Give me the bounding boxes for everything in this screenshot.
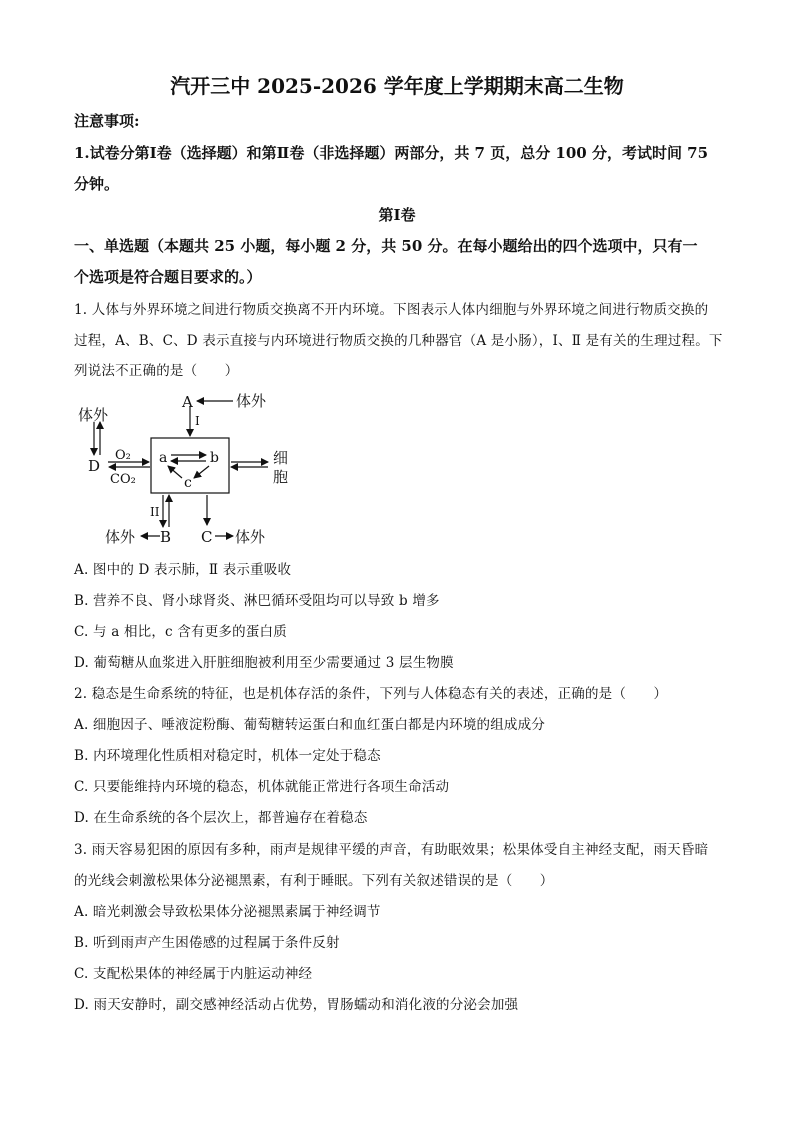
q1-stem-line-2: 过程，A、B、C、D 表示直接与内环境进行物质交换的几种器官（A 是小肠），Ⅰ、Ⅱ 是有关的生理过程。下 — [74, 333, 723, 349]
organ-d-label: D — [88, 457, 101, 475]
outside-label-left: 体外 — [78, 406, 109, 424]
process-2-label: II — [150, 505, 160, 519]
fluid-c-label: c — [184, 475, 192, 491]
q3-option-c: C. 支配松果体的神经属于内脏运动神经 — [74, 966, 313, 982]
organ-b-label: B — [160, 528, 172, 546]
fluid-a-label: a — [159, 450, 168, 466]
fluid-b-label: b — [210, 450, 219, 466]
q1-option-d: D. 葡萄糖从血浆进入肝脏细胞被利用至少需要通过 3 层生物膜 — [74, 655, 454, 671]
notice-heading: 注意事项: — [74, 112, 140, 130]
outside-label-bottom-right: 体外 — [235, 528, 266, 546]
organ-c-label: C — [201, 528, 213, 546]
section-heading-2: 个选项是符合题目要求的。） — [74, 268, 262, 286]
outside-label-top: 体外 — [236, 392, 267, 410]
q1-option-c: C. 与 a 相比，c 含有更多的蛋白质 — [74, 624, 287, 640]
q1-option-a: A. 图中的 D 表示肺，Ⅱ 表示重吸收 — [74, 562, 292, 578]
page-title: 汽开三中 2025-2026 学年度上学期期末高二生物 — [170, 74, 624, 98]
q3-stem-line-1: 3. 雨天容易犯困的原因有多种，雨声是规律平缓的声音，有助眠效果；松果体受自主神经支配，雨天昏暗 — [74, 842, 709, 858]
q3-stem-line-2: 的光线会刺激松果体分泌褪黑素，有利于睡眠。下列有关叙述错误的是（ ） — [74, 873, 554, 889]
process-1-label: I — [195, 414, 200, 428]
notice-line-2: 分钟。 — [74, 175, 120, 193]
q2-option-c: C. 只要能维持内环境的稳态，机体就能正常进行各项生命活动 — [74, 779, 450, 795]
cell-label-1: 细 — [273, 449, 289, 467]
q1-stem-line-3: 列说法不正确的是（ ） — [74, 363, 239, 379]
q3-option-b: B. 听到雨声产生困倦感的过程属于条件反射 — [74, 935, 340, 951]
o2-label: O₂ — [115, 448, 131, 463]
q2-stem-line-1: 2. 稳态是生命系统的特征，也是机体存活的条件，下列与人体稳态有关的表述，正确的是（ ） — [74, 686, 668, 702]
q3-option-d: D. 雨天安静时，副交感神经活动占优势，胃肠蠕动和消化液的分泌会加强 — [74, 997, 519, 1013]
q2-option-b: B. 内环境理化性质相对稳定时，机体一定处于稳态 — [74, 748, 381, 764]
exchange-diagram — [70, 385, 310, 550]
cell-label-2: 胞 — [273, 468, 289, 486]
notice-line-1: 1.试卷分第Ⅰ卷（选择题）和第Ⅱ卷（非选择题）两部分，共 7 页，总分 100 分，考试时间 75 — [74, 144, 709, 162]
section-heading-1: 一、单选题（本题共 25 小题，每小题 2 分，共 50 分。在每小题给出的四个选项中，只有一 — [74, 237, 698, 255]
co2-label: CO₂ — [110, 472, 136, 487]
q2-option-a: A. 细胞因子、唾液淀粉酶、葡萄糖转运蛋白和血红蛋白都是内环境的组成成分 — [74, 717, 546, 733]
volume-heading: 第Ⅰ卷 — [378, 206, 416, 224]
q2-option-d: D. 在生命系统的各个层次上，都普遍存在着稳态 — [74, 810, 368, 826]
q3-option-a: A. 暗光刺激会导致松果体分泌褪黑素属于神经调节 — [74, 904, 381, 920]
q1-option-b: B. 营养不良、肾小球肾炎、淋巴循环受阻均可以导致 b 增多 — [74, 593, 440, 609]
organ-a-label: A — [182, 393, 193, 411]
q1-stem-line-1: 1. 人体与外界环境之间进行物质交换离不开内环境。下图表示人体内细胞与外界环境之间进行物质交换的 — [74, 302, 709, 318]
outside-label-bottom-left: 体外 — [105, 528, 136, 546]
